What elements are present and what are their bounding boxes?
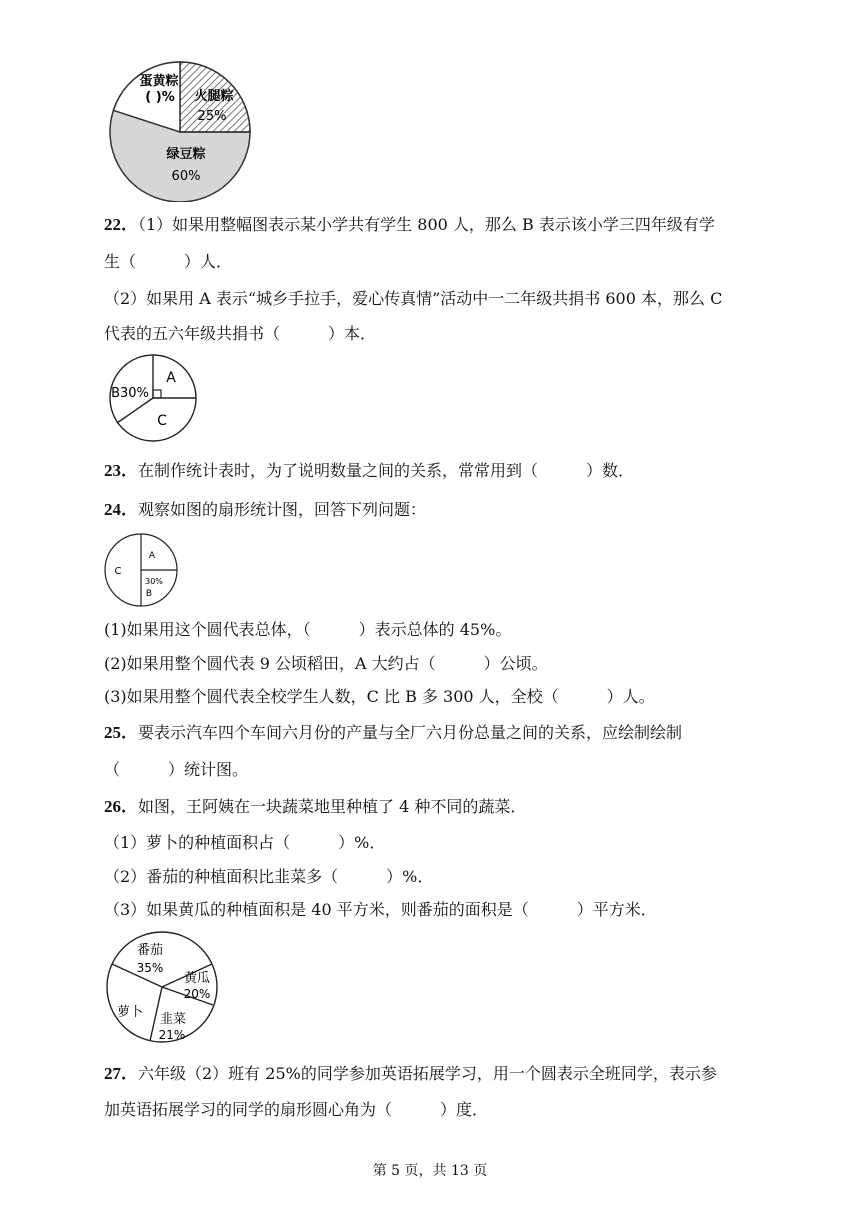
q24-sub2: (2)如果用整个圆代表 9 公顷稻田，A 大约占（ ）公顷。 — [104, 654, 548, 673]
q22-line2: 生（ ）人． — [104, 252, 233, 271]
q24-sub3: (3)如果用整个圆代表全校学生人数，C 比 B 多 300 人，全校（ ）人。 — [104, 687, 655, 706]
q22-a-label: A — [166, 370, 176, 386]
leek-pct-label: 21% — [158, 1028, 186, 1042]
q26-sub1: （1）萝卜的种植面积占（ ）%． — [104, 833, 386, 852]
egg-label: 蛋黄粽 — [139, 74, 179, 89]
tomato-label: 番茄 — [136, 943, 164, 958]
q24-sub1: (1)如果用这个圆代表总体，（ ）表示总体的 45%。 — [104, 620, 512, 639]
bean-label: 绿豆粽 — [166, 147, 206, 162]
q24-b-label: B — [145, 589, 153, 599]
q24-a-label: A — [148, 551, 156, 561]
q22-text1: （1）如果用整幅图表示某小学共有学生 800 人，那么 B 表示该小学三四年级有学 — [138, 215, 715, 234]
q25-number: 25． — [104, 723, 138, 742]
leek-label: 韭菜 — [159, 1012, 187, 1027]
q26-text: 如图，王阿姨在一块蔬菜地里种植了 4 种不同的蔬菜． — [138, 797, 527, 816]
tomato-pct-label: 35% — [136, 961, 164, 975]
q25-text1: 要表示汽车四个车间六月份的产量与全厂六月份总量之间的关系，应绘制绘制 — [138, 723, 683, 742]
q24-b-pct-label: 30% — [145, 577, 163, 586]
q24-text: 观察如图的扇形统计图，回答下列问题： — [138, 500, 427, 519]
q24-number: 24． — [104, 500, 138, 519]
q27-line2: 加英语拓展学习的同学的扇形圆心角为（ ）度． — [104, 1100, 489, 1119]
q22-number: 22． — [104, 215, 138, 234]
q23-number: 23． — [104, 461, 138, 480]
q23-text: 在制作统计表时，为了说明数量之间的关系，常常用到（ ）数． — [138, 461, 635, 480]
ham-pct-label: 25% — [197, 109, 227, 124]
q24-c-label: C — [114, 566, 122, 577]
q22-line4: 代表的五六年级共捐书（ ）本． — [104, 324, 377, 343]
q27-line1 — [104, 1063, 770, 1085]
q24-pie-chart — [101, 532, 181, 608]
q26-line — [104, 796, 770, 818]
q25-line2: （ ）统计图。 — [104, 760, 249, 779]
ham-label: 火腿粽 — [194, 89, 234, 104]
q26-sub2: （2）番茄的种植面积比韭菜多（ ）%． — [104, 867, 434, 886]
bean-pct-label: 60% — [171, 169, 201, 184]
zongzi-pie-chart — [104, 56, 260, 202]
q23-line — [104, 460, 770, 482]
q26-number: 26． — [104, 797, 138, 816]
q26-sub3: （3）如果黄瓜的种植面积是 40 平方米，则番茄的面积是（ ）平方米． — [104, 900, 657, 919]
q22-c-label: C — [157, 413, 167, 429]
q27-number: 27． — [104, 1064, 138, 1083]
vegetable-pie-chart — [102, 929, 222, 1045]
radish-label: 萝卜 — [116, 1005, 144, 1020]
cucumber-label: 黄瓜 — [183, 971, 211, 986]
q22-pie-chart — [104, 353, 202, 445]
q24-line — [104, 499, 770, 521]
q25-line1 — [104, 722, 770, 744]
q22-line1 — [104, 214, 770, 236]
page-footer: 第 5 页，共 13 页 — [372, 1163, 488, 1179]
q22-b-label: B30% — [111, 386, 149, 401]
q27-text1: 六年级（2）班有 25%的同学参加英语拓展学习，用一个圆表示全班同学，表示参 — [138, 1064, 717, 1083]
q22-line3: （2）如果用 A 表示“城乡手拉手，爱心传真情”活动中一二年级共捐书 600 本，那么 C — [104, 289, 723, 308]
cucumber-pct-label: 20% — [183, 987, 211, 1001]
egg-pct-label: ( )% — [145, 90, 175, 105]
